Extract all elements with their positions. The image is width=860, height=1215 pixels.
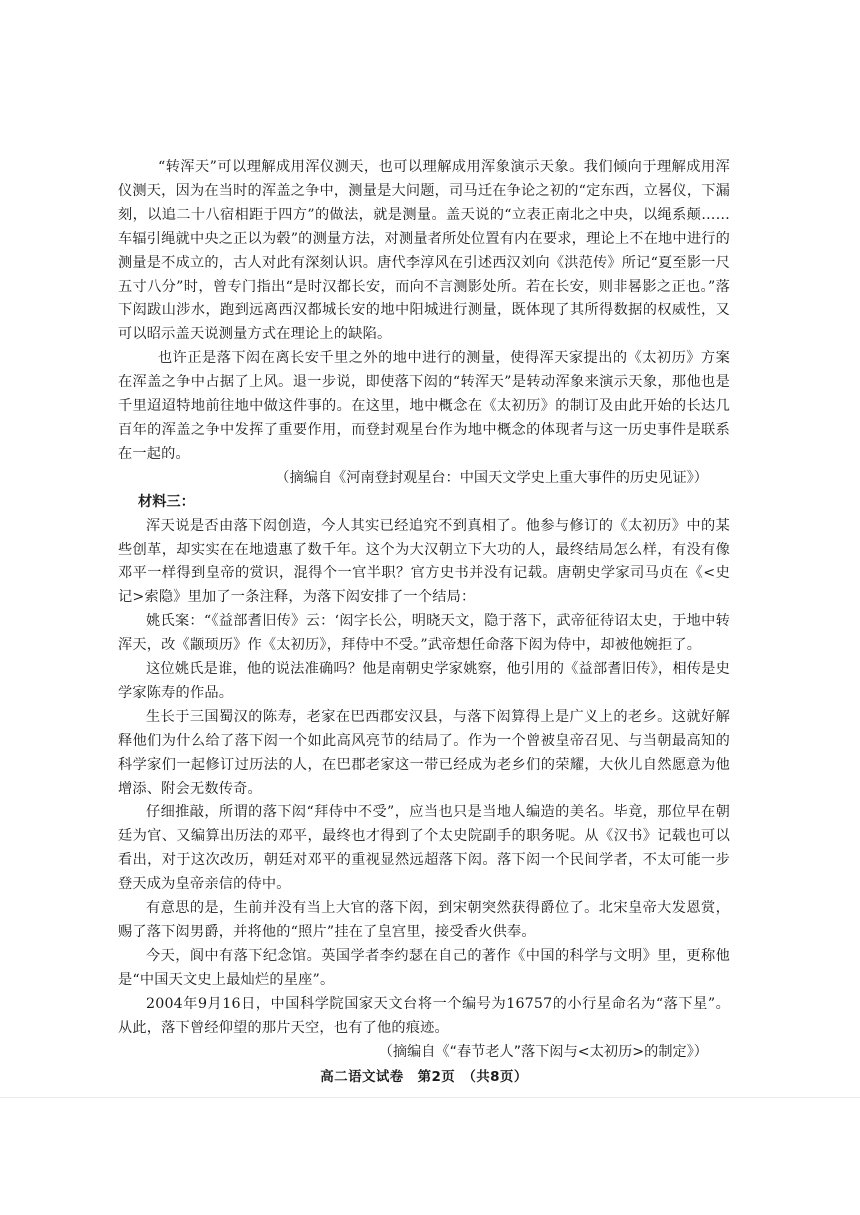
exam-page (118, 156, 730, 1088)
material3-paragraph-1: 浑天说是否由落下闳创造，今人其实已经追究不到真相了。他参与修订的《太初历》中的某些创革，却实实在在地遗惠了数千年。这个为大汉朝立下大功的人，最终结局怎么样，有没有像邓平一样得到皇帝的赏识，混得个一官半职？官方史书并没有记载。唐朝史学家司马贞在《<史记>索隐》里加了一条注释，为落下闳安排了一个结局： (118, 517, 730, 606)
material3-heading: 材料三： (138, 493, 195, 510)
material3-paragraph-5: 仔细推敲，所谓的落下闳“拜侍中不受”，应当也只是当地人编造的美名。毕竟，那位早在朝廷为官、又编算出历法的邓平，最终也才得到了个太史院副手的职务呢。从《汉书》记载也可以看出，对于这次改历，朝廷对邓平的重视显然远超落下闳。落下闳一个民间学者，不太可能一步登天成为皇帝亲信的侍中。 (118, 804, 730, 893)
material3-source: （摘编自《“春节老人”落下闳与<太初历>的制定》） (378, 1043, 708, 1060)
material3-paragraph-4: 生长于三国蜀汉的陈寿，老家在巴西郡安汉县，与落下闳算得上是广义上的老乡。这就好解释他们为什么给了落下闳一个如此高风亮节的结局了。作为一个曾被皇帝召见、与当朝最高知的科学家们一起修订过历法的人，在巴郡老家这一带已经成为老乡们的荣耀，大伙儿自然愿意为他增添、附会无数传奇。 (118, 708, 730, 797)
material3-paragraph-6: 有意思的是，生前并没有当上大官的落下闳，到宋朝突然获得爵位了。北宋皇帝大发恩赏，赐了落下闳男爵，并将他的“照片”挂在了皇宫里，接受香火供奉。 (118, 900, 730, 940)
material3-paragraph-3: 这位姚氏是谁，他的说法准确吗？他是南朝史学家姚察，他引用的《益部耆旧传》，相传是史学家陈寿的作品。 (118, 661, 730, 701)
page-footer: 高二语文试卷 第2页 （共8页） (320, 1069, 528, 1086)
material3-paragraph-2: 姚氏案：“《益部耆旧传》云：‘闳字长公，明晓天文，隐于落下，武帝征待诏太史，于地中转浑天，改《颛顼历》作《太初历》，拜侍中不受。”武帝想任命落下闳为侍中，却被他婉拒了。 (118, 613, 730, 654)
material3-paragraph-8: 2004年9月16日，中国科学院国家天文台将一个编号为16757的小行星命名为“落下星”。从此，落下曾经仰望的那片天空，也有了他的痕迹。 (118, 995, 730, 1036)
material2-paragraph-2: 也许正是落下闳在离长安千里之外的地中进行的测量，使得浑天家提出的《太初历》方案在浑盖之争中占据了上风。退一步说，即使落下闳的“转浑天”是转动浑象来演示天象，那他也是千里迢迢特地前往地中做这件事的。在这里，地中概念在《太初历》的制订及由此开始的长达几百年的浑盖之争中发挥了重要作用，而登封观星台作为地中概念的体现者与这一历史事件是联系在一起的。 (118, 350, 730, 462)
material2-paragraph-1: “转浑天”可以理解成用浑仪测天，也可以理解成用浑象演示天象。我们倾向于理解成用浑仪测天，因为在当时的浑盖之争中，测量是大问题，司马迁在争论之初的“定东西，立晷仪，下漏刻，以追二十八宿相距于四方”的做法，就是测量。盖天说的“立表正南北之中央，以绳系颠……车辐引绳就中央之正以为毂”的测量方法，对测量者所处位置有内在要求，理论上不在地中进行的测量是不成立的，古人对此有深刻认识。唐代李淳风在引述西汉刘向《洪范传》所记“夏至影一尺五寸八分”时，曾专门指出“是时汉都长安，而向不言测影处所。若在长安，则非晷影之正也。”落下闳跋山涉水，跑到远离西汉都城长安的地中阳城进行测量，既体现了其所得数据的权威性，又可以昭示盖天说测量方式在理论上的缺陷。 (118, 159, 730, 343)
scan-bottom-edge (0, 1097, 860, 1098)
material2-source: （摘编自《河南登封观星台：中国天文学史上重大事件的历史见证》） (275, 469, 708, 486)
material3-paragraph-7: 今天，阆中有落下纪念馆。英国学者李约瑟在自己的著作《中国的科学与文明》里，更称他是“中国天文史上最灿烂的星座”。 (118, 947, 730, 988)
